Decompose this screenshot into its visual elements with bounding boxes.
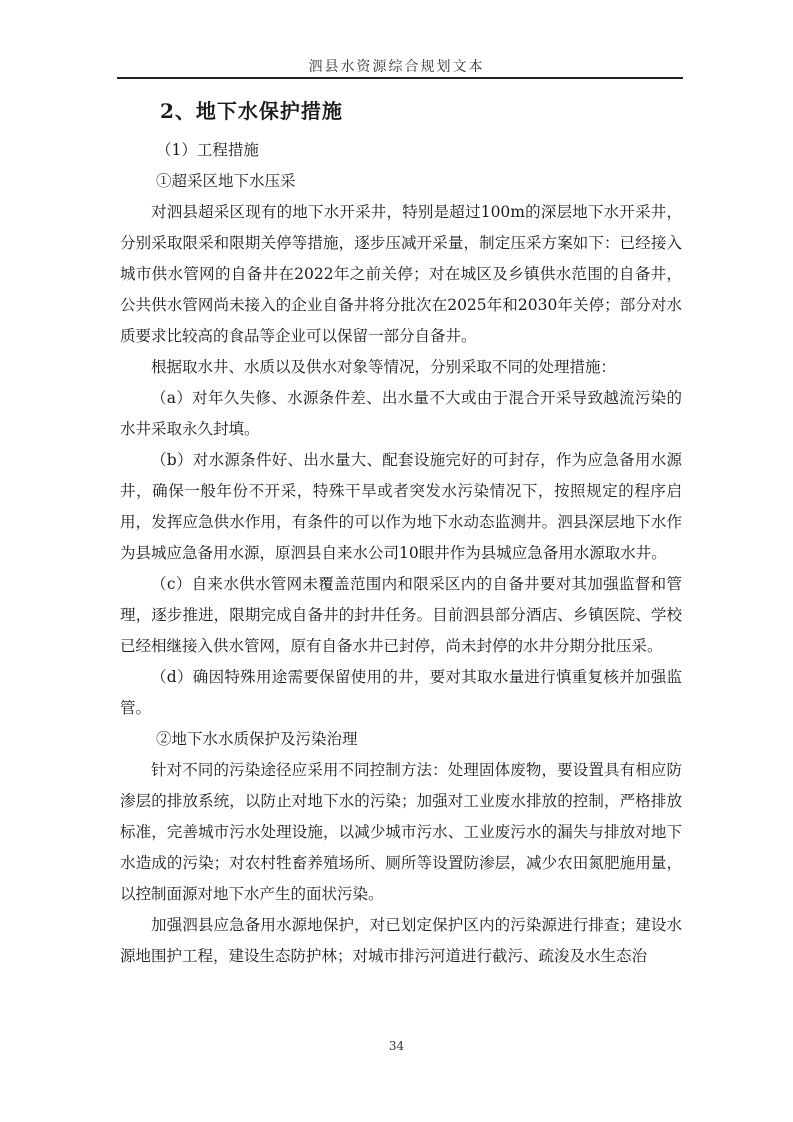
- list-item-c: （c）自来水供水管网未覆盖范围内和限采区内的自备井要对其加强监督和管理，逐步推进，限期完成自备井的封井任务。目前泗县部分酒店、乡镇医院、学校已经相继接入供水管网，原有自备水井已封停，尚未封停的水井分期分批压采。: [120, 575, 682, 655]
- page-body: [120, 95, 682, 972]
- paragraph: 加强泗县应急备用水源地保护，对已划定保护区内的污染源进行排查；建设水源地围护工程，建设生态防护林；对城市排污河道进行截污、疏浚及水生态治: [120, 916, 682, 965]
- subsection-label: （1）工程措施: [156, 141, 259, 159]
- paragraph: 对泗县超采区现有的地下水开采井，特别是超过100m的深层地下水开采井，分别采取限采和限期关停等措施，逐步压减开采量，制定压采方案如下：已经接入城市供水管网的自备井在2022年之前关停；对在城区及乡镇供水范围的自备井，公共供水管网尚未接入的企业自备井将分批次在2025年和2030年关停；部分对水质要求比较高的食品等企业可以保留一部分自备井。: [120, 203, 682, 345]
- paragraph: 根据取水井、水质以及供水对象等情况，分别采取不同的处理措施：: [151, 358, 617, 376]
- page-header-title: 泗县水资源综合规划文本: [308, 59, 485, 75]
- list-item-a: （a）对年久失修、水源条件差、出水量不大或由于混合开采导致越流污染的水井采取永久封填。: [120, 389, 682, 438]
- header-divider: [117, 77, 683, 79]
- paragraph: 针对不同的污染途径应采用不同控制方法：处理固体废物，要设置具有相应防渗层的排放系统，以防止对地下水的污染；加强对工业废水排放的控制，严格排放标准，完善城市污水处理设施，以减少城市污水、工业废污水的漏失与排放对地下水造成的污染；对农村牲畜养殖场所、厕所等设置防渗层，减少农田氮肥施用量，以控制面源对地下水产生的面状污染。: [120, 761, 682, 903]
- page-number: 34: [388, 1039, 405, 1053]
- section-heading: 2、地下水保护措施: [160, 99, 343, 123]
- list-item-d: （d）确因特殊用途需要保留使用的井，要对其取水量进行慎重复核并加强监管。: [120, 668, 682, 717]
- list-item-b: （b）对水源条件好、出水量大、配套设施完好的可封存，作为应急备用水源井，确保一般年份不开采，特殊干旱或者突发水污染情况下，按照规定的程序启用，发挥应急供水作用，有条件的可以作为地下水动态监测井。泗县深层地下水作为县城应急备用水源，原泗县自来水公司10眼井作为县城应急备用水源取水井。: [120, 451, 682, 562]
- item-title-water-quality: ②地下水水质保护及污染治理: [156, 730, 358, 748]
- item-title-overexploitation: ①超采区地下水压采: [156, 172, 296, 190]
